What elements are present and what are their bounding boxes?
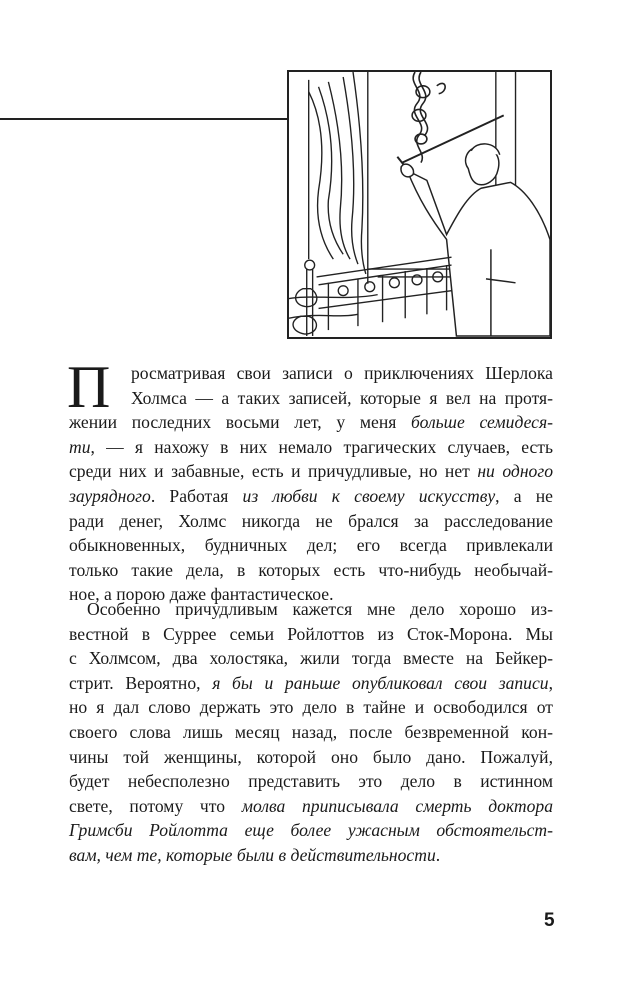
- text-line: [69, 533, 553, 558]
- paragraph-2-lines: [69, 597, 553, 868]
- text-run: Холмса — а таких записей, которые я вел на протя-: [131, 387, 553, 408]
- text-run: с Холмсом, два холостяка, жили тогда вместе на Бейкер-: [69, 648, 553, 669]
- header-rule: [0, 118, 287, 120]
- text-run: только такие дела, в которых есть что-нибудь необычай-: [69, 559, 553, 580]
- paragraph-1: [67, 354, 554, 607]
- text-line: [69, 484, 553, 509]
- text-run: заурядного: [69, 485, 151, 506]
- text-run: но я дал слово держать это дело в тайне и освободился от: [69, 697, 553, 718]
- text-line: [69, 843, 553, 868]
- text-line: [69, 459, 553, 484]
- text-run: росматривая свои записи о приключениях Шерлока: [131, 363, 553, 383]
- text-run: среди них и забавные, есть и причудливые, но нет: [69, 461, 478, 482]
- text-run: ни одного: [477, 461, 554, 482]
- text-run: вестной в Суррее семьи Ройлоттов из Сток-Морона. Мы: [69, 623, 553, 644]
- text-line: [69, 671, 553, 696]
- drop-cap: П: [67, 354, 111, 420]
- text-line: [69, 794, 553, 819]
- text-run: ти: [69, 436, 91, 457]
- text-line: [69, 745, 553, 770]
- holmes-cane-snake-icon: [289, 72, 550, 337]
- paragraph-1-lines: [67, 354, 554, 607]
- text-line: [69, 361, 553, 386]
- paragraph-2: [69, 597, 553, 868]
- text-run: своего слова лишь месяц назад, после безвременной кон-: [69, 721, 553, 742]
- text-run: .: [435, 844, 441, 865]
- text-line: [69, 646, 553, 671]
- text-run: из любви к своему искусству: [242, 485, 496, 506]
- illustration-holmes-snake: [287, 70, 552, 339]
- text-line: [69, 695, 553, 720]
- text-run: . Работая: [150, 485, 243, 506]
- text-run: чины той женщины, которой оно было дано. Пожалуй,: [69, 746, 553, 767]
- text-run: ное, а порою даже фантастическое.: [69, 584, 334, 605]
- text-line: [69, 720, 553, 745]
- text-line: [69, 818, 553, 843]
- text-run: больше семидеся-: [411, 412, 553, 433]
- text-line: [69, 509, 553, 534]
- text-line: [69, 435, 553, 460]
- text-line: [69, 410, 553, 435]
- text-line: [69, 597, 553, 622]
- text-run: Гримсби Ройлотта еще более ужасным обстоятельст-: [69, 820, 553, 841]
- text-run: ради денег, Холмс никогда не брался за расследование: [69, 510, 553, 531]
- text-run: жении последних восьми лет, у меня: [69, 412, 412, 433]
- text-line: [69, 622, 553, 647]
- text-line: [69, 769, 553, 794]
- text-line: [69, 386, 553, 411]
- text-run: молва приписывала смерть доктора: [241, 795, 553, 816]
- text-run: будет небесполезно представить это дело в истинном: [69, 771, 553, 792]
- text-run: стрит. Вероятно,: [69, 672, 213, 693]
- text-run: обыкновенных, будничных дел; его всегда привлекали: [69, 535, 553, 556]
- text-run: свете, потому что: [69, 795, 242, 816]
- text-run: , — я нахожу в них немало трагических случаев, есть: [90, 436, 553, 457]
- text-line: [69, 558, 553, 583]
- text-run: вам, чем те, которые были в действительности: [69, 844, 436, 865]
- text-run: Особенно причудливым кажется мне дело хорошо из-: [87, 599, 553, 619]
- text-run: я бы и раньше опубликовал свои записи: [212, 672, 549, 693]
- text-run: , а не: [495, 485, 553, 506]
- page-number: 5: [544, 910, 555, 931]
- text-run: ,: [548, 672, 553, 693]
